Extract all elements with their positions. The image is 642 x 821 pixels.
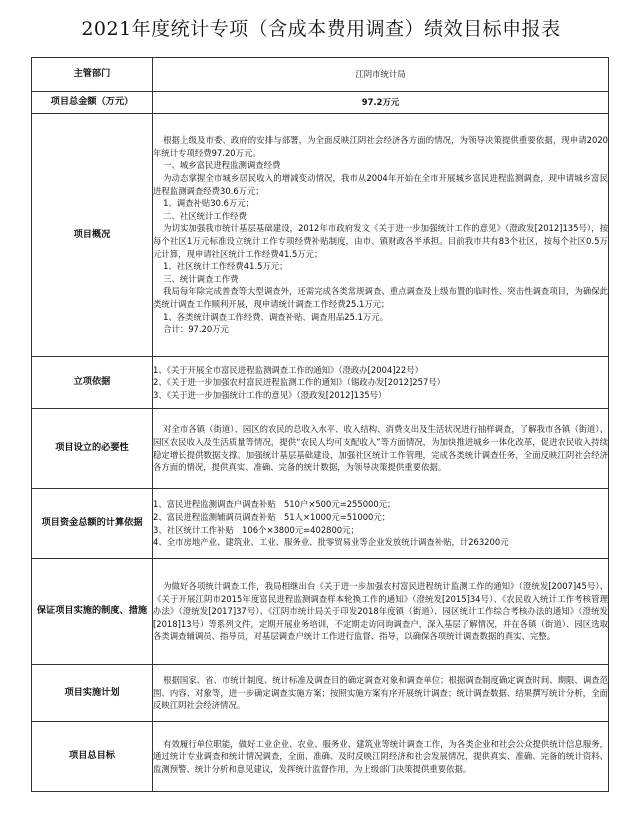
row-necessity	[32, 409, 609, 489]
value-plan: 根据国家、省、市统计制度、统计标准及调查目的确定调查对象和调查单位；根据调查制度确定调查时间、期限、调查范围、内容、对象等，进一步确定调查实施方案；按照实施方案有序开展统计调查；统计调查数据、结果撰写统计分析，全面反映江阴社会经济情况。	[153, 665, 609, 722]
overview-line: 1、社区统计工作经费41.5万元；	[163, 261, 288, 272]
row-calc	[32, 489, 609, 559]
value-amount: 97.2万元	[153, 92, 609, 114]
overview-line: 根据上级及市委、政府的安排与部署，为全面反映江阴社会经济各方面的情况，为领导决策提供重要依据，现申请2020年统计专项经费97.20万元。	[153, 135, 608, 158]
overview-line: 为动态掌握全市城乡居民收入的增减变动情况，我市从2004年开始在全市开展城乡富民进程监测调查，现申请城乡富民进程监测调查经费30.6万元；	[153, 173, 608, 196]
label-basis: 立项依据	[32, 357, 153, 409]
row-basis	[32, 357, 609, 409]
value-necessity: 对全市各镇（街道）、园区的农民的总收入水平、收入结构、消费支出及生活状况进行抽样调查，了解我市各镇（街道）、园区农民收入及生活质量等情况，提供“农民人均可支配收入”等方面情况，为加快推进城乡一体化改革，促进农民收入持续稳定增长提供数据支撑。加强统计基层基础建设，加强社区统计工作管理，完成各类统计调查任务，全面反映江阴社会经济各方面的情况，提供真实、准确、完备的统计数据，为领导决策提供重要依据。	[153, 409, 609, 489]
label-plan: 项目实施计划	[32, 665, 153, 722]
row-dept	[32, 58, 609, 92]
row-plan	[32, 665, 609, 722]
row-amount	[32, 92, 609, 114]
page-title: 2021年度统计专项（含成本费用调查）绩效目标申报表	[81, 18, 561, 40]
overview-line: 二、社区统计工作经费	[163, 210, 247, 221]
label-goal: 项目总目标	[32, 722, 153, 792]
calc-line: 1、富民进程监测调查户调查补贴 510户×500元=255000元；	[153, 499, 396, 510]
label-necessity: 项目设立的必要性	[32, 409, 153, 489]
performance-goal-table	[31, 57, 609, 792]
row-overview	[32, 114, 609, 357]
overview-line: 为切实加强我市统计基层基础建设，2012年市政府发文《关于进一步加强统计工作的意见》（澄政发[2012]135号），按每个社区1万元标准设立统计工作专项经费补贴制度，由市、镇财政各半承担。目前我市共有83个社区，按每个社区0.5万元计算，现申请社区统计工作经费41.5万元；	[153, 223, 608, 259]
value-guarantee: 为做好各项统计调查工作，我局相继出台《关于进一步加强农村富民进程统计监测工作的通知》（澄统发[2007]45号）、《关于开展江阴市2015年度富民进程监测调查样本轮换工作的通知》（澄统发[2015]34号）、《农民收入统计工作考核管理办法》（澄统发[2017]37号）、《江阴市统计局关于印发2018年度镇（街道）、园区统计工作综合考核办法的通知》（澄统发[2018]13号）等系列文件，定期开展业务培训，不定期走访问询调查户，深入基层了解情况，并在各镇（街道）、园区选取各类调查辅调员、指导员，对基层调查户统计工作进行监督、指导，以确保各项统计调查数据的真实、完整。	[153, 559, 609, 665]
label-overview: 项目概况	[32, 114, 153, 357]
value-basis	[153, 357, 609, 409]
label-amount: 项目总金额（万元）	[32, 92, 153, 114]
calc-line: 2、富民进程监测辅调员调查补贴 51人×1000元=51000元；	[153, 511, 391, 522]
overview-line: 三、统计调查工作费	[163, 273, 239, 284]
value-goal: 有效履行单位职能，做好工业企业、农业、服务业、建筑业等统计调查工作，为各类企业和社会公众提供统计信息服务，通过统计专业调查和统计情况调查，全面、准确、及时反映江阴经济和社会发展情况，提供真实、准确、完备的统计资料、监测预警、统计分析和意见建议，发挥统计监督作用，为上级部门决策提供重要依据。	[153, 722, 609, 792]
basis-line: 3、《关于进一步加强统计工作的意见》（澄政发[2012]135号）	[153, 389, 387, 400]
calc-line: 3、社区统计工作补贴 106个×3800元=402800元；	[153, 524, 359, 535]
overview-line: 一、城乡富民进程监测调查经费	[163, 160, 281, 171]
value-overview	[153, 114, 609, 357]
overview-line: 我局每年除完成普查等大型调查外，还需完成各类常规调查、重点调查及上级布置的临时性、突击性调查项目，为确保此类统计调查工作顺利开展，现申请统计调查工作经费25.1万元；	[153, 286, 608, 309]
label-dept: 主管部门	[32, 58, 153, 92]
overview-line: 1、调查补贴30.6万元；	[163, 198, 255, 209]
value-dept: 江阴市统计局	[153, 58, 609, 92]
row-goal	[32, 722, 609, 792]
value-calc	[153, 489, 609, 559]
row-guarantee	[32, 559, 609, 665]
label-calc: 项目资金总额的计算依据	[32, 489, 153, 559]
basis-line: 1、《关于开展全市富民进程监测调查工作的通知》（澄政办[2004]22号）	[153, 364, 423, 375]
basis-line: 2、《关于进一步加强农村富民进程监测工作的通知》（锡政办发[2012]257号）	[153, 377, 446, 388]
overview-line: 合计：97.20万元	[163, 324, 229, 335]
overview-line: 1、各类统计调查工作经费、调查补贴、调查用品25.1万元。	[163, 311, 389, 322]
calc-line: 4、全市房地产业、建筑业、工业、服务业、批零贸易业等企业发放统计调查补贴，计263200元	[153, 537, 509, 548]
label-guarantee: 保证项目实施的制度、措施	[32, 559, 153, 665]
